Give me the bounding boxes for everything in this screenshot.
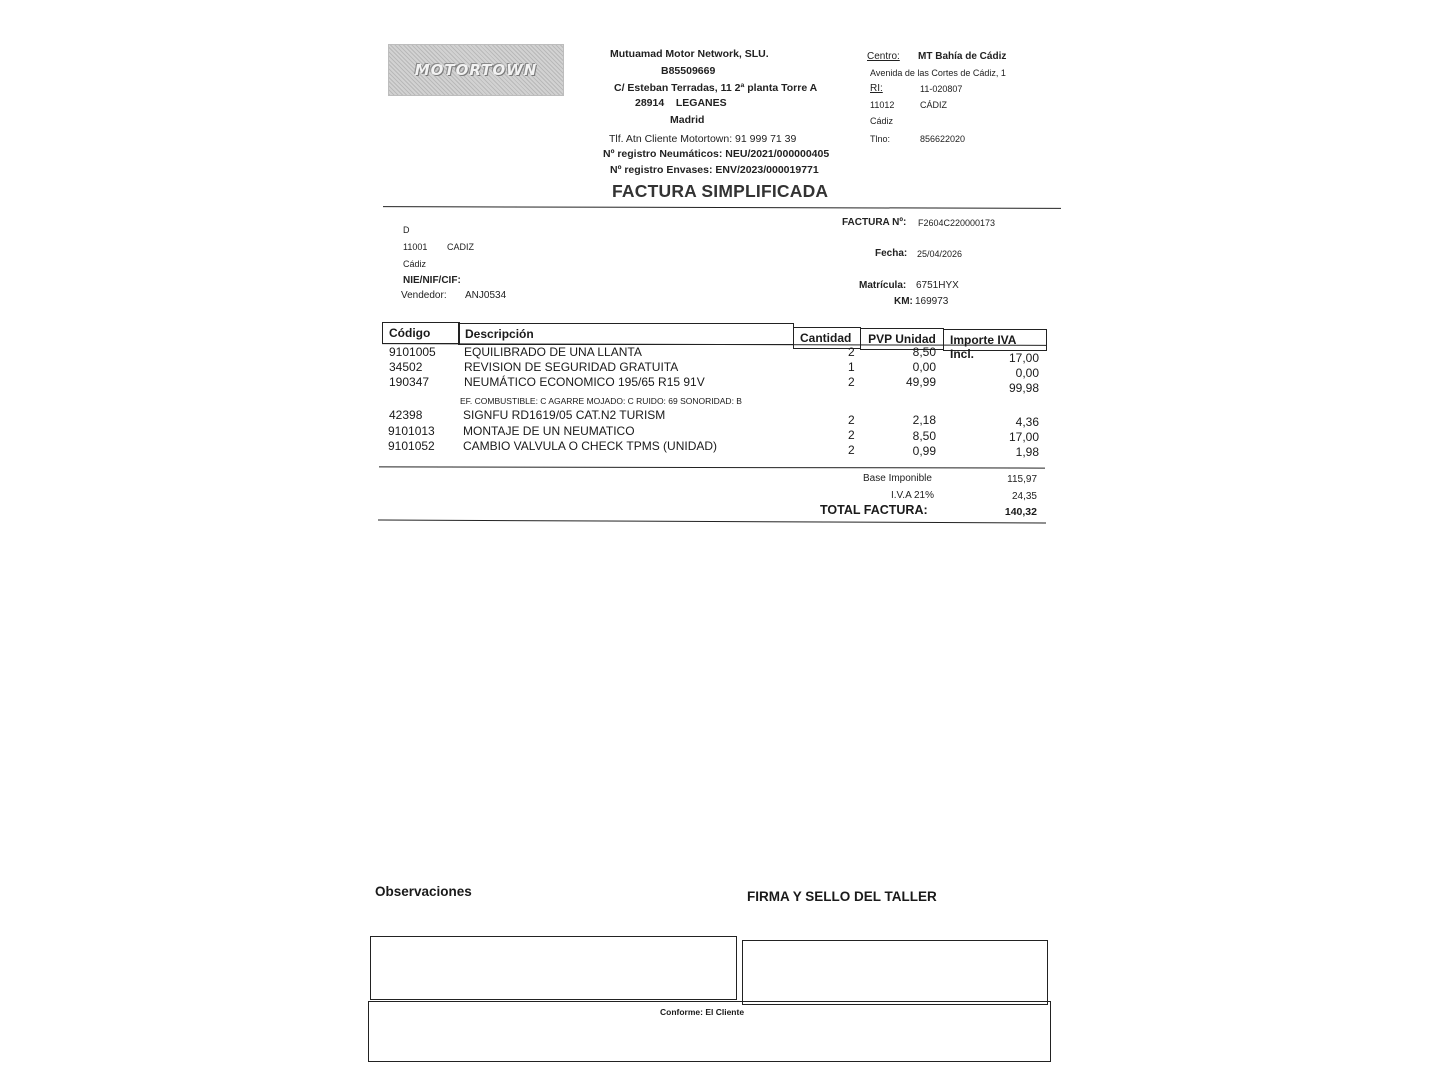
motortown-logo (388, 44, 564, 96)
row-codigo: 9101005 (389, 345, 436, 359)
observaciones-box (370, 936, 737, 1000)
invoice-number: F2604C220000173 (918, 218, 996, 228)
col-cantidad: Cantidad (793, 327, 861, 349)
centro-province: Cádiz (870, 116, 894, 126)
base-value: 115,97 (1007, 474, 1037, 485)
col-descripcion: Descripción (458, 323, 794, 345)
row-descripcion: CAMBIO VALVULA O CHECK TPMS (UNIDAD) (463, 439, 718, 453)
row-pvp: 0,00 (912, 360, 936, 374)
row-cantidad: 2 (848, 428, 855, 442)
centro-address: Avenida de las Cortes de Cádiz, 1 (870, 68, 1006, 78)
ri-value: 11-020807 (920, 84, 963, 94)
km-value: 169973 (915, 296, 949, 307)
row-importe: 17,00 (1008, 430, 1039, 444)
row-codigo: 9101052 (388, 439, 435, 453)
table-row (0, 375, 1440, 395)
col-codigo: Código (382, 322, 460, 344)
table-bottom-divider (379, 466, 1045, 468)
table-row (0, 360, 1440, 380)
customer-province: Cádiz (403, 259, 427, 269)
iva-value: 24,35 (1011, 491, 1037, 502)
tlno-value: 856622020 (920, 134, 966, 144)
tlno-label: Tlno: (870, 134, 891, 144)
row-pvp: 0,99 (912, 444, 936, 458)
matricula-label: Matrícula: (859, 280, 907, 291)
firma-label: FIRMA Y SELLO DEL TALLER (747, 889, 937, 904)
total-value: 140,32 (1004, 506, 1037, 518)
company-name: Mutuamad Motor Network, SLU. (610, 48, 769, 60)
row-codigo: 42398 (389, 408, 423, 422)
vendedor-label: Vendedor: (401, 290, 447, 301)
row-descripcion: MONTAJE DE UN NEUMATICO (463, 424, 635, 438)
company-cif: B85509669 (661, 65, 716, 77)
company-postal-city: 28914 LEGANES (635, 97, 727, 109)
centro-name: MT Bahía de Cádiz (918, 51, 1007, 62)
row-cantidad: 2 (848, 413, 855, 427)
logo-text: MOTORTOWN (414, 61, 538, 79)
conforme-label: Conforme: El Cliente (660, 1007, 745, 1017)
row-pvp: 8,50 (912, 429, 936, 443)
centro-postal: 11012 (870, 100, 895, 110)
tyre-label-note: EF. COMBUSTIBLE: C AGARRE MOJADO: C RUIDO: 69 SONORIDAD: B (460, 396, 742, 406)
row-importe: 0,00 (1015, 366, 1039, 380)
row-cantidad: 2 (848, 443, 855, 457)
row-codigo: 190347 (389, 375, 430, 389)
table-row (0, 408, 1440, 429)
fecha-value: 25/04/2026 (917, 249, 963, 259)
row-pvp: 2,18 (912, 413, 936, 427)
row-codigo: 34502 (389, 360, 423, 374)
table-row (0, 424, 1440, 444)
company-phone: Tlf. Atn Cliente Motortown: 91 999 71 39 (609, 133, 797, 145)
table-row (0, 439, 1440, 459)
km-label: KM: (894, 296, 913, 307)
row-pvp: 49,99 (905, 375, 936, 389)
row-descripcion: SIGNFU RD1619/05 CAT.N2 TURISM (463, 408, 666, 422)
vendedor-value: ANJ0534 (465, 290, 507, 301)
customer-line1: D (403, 225, 410, 235)
row-codigo: 9101013 (388, 424, 435, 438)
row-pvp: 8,50 (912, 345, 936, 359)
header-divider (383, 206, 1061, 209)
table-row (0, 345, 1440, 365)
reg-envases: Nº registro Envases: ENV/2023/000019771 (610, 164, 819, 176)
row-importe: 4,36 (1015, 415, 1039, 429)
col-pvp: PVP Unidad (860, 328, 944, 350)
row-descripcion: EQUILIBRADO DE UNA LLANTA (464, 345, 642, 359)
row-cantidad: 2 (848, 345, 855, 359)
row-cantidad: 2 (848, 375, 855, 389)
row-cantidad: 1 (848, 360, 855, 374)
reg-neumaticos: Nº registro Neumáticos: NEU/2021/000000405 (603, 148, 830, 160)
iva-label: I.V.A 21% (891, 490, 934, 501)
company-address: C/ Esteban Terradas, 11 2ª planta Torre A (614, 82, 818, 94)
customer-postal: 11001 (403, 242, 428, 252)
nif-label: NIE/NIF/CIF: (403, 275, 461, 286)
base-label: Base Imponible (863, 473, 932, 484)
centro-city: CÁDIZ (920, 100, 947, 110)
row-descripcion: NEUMÁTICO ECONOMICO 195/65 R15 91V (464, 375, 705, 389)
invoice-number-label: FACTURA Nº: (842, 217, 907, 228)
centro-label: Centro: (867, 51, 900, 62)
firma-box (742, 940, 1048, 1005)
matricula-value: 6751HYX (916, 280, 959, 291)
fecha-label: Fecha: (875, 248, 908, 259)
observaciones-label: Observaciones (375, 884, 472, 899)
totals-divider (378, 520, 1046, 524)
company-province: Madrid (670, 114, 705, 126)
col-importe: Importe IVA Incl. (943, 329, 1047, 351)
document-title: FACTURA SIMPLIFICADA (612, 181, 829, 201)
ri-label: RI: (870, 83, 883, 94)
customer-city: CADIZ (447, 242, 474, 252)
total-label: TOTAL FACTURA: (820, 503, 928, 517)
row-importe: 99,98 (1008, 381, 1039, 395)
row-importe: 17,00 (1008, 351, 1039, 365)
row-importe: 1,98 (1015, 445, 1039, 459)
row-descripcion: REVISION DE SEGURIDAD GRATUITA (464, 360, 679, 374)
